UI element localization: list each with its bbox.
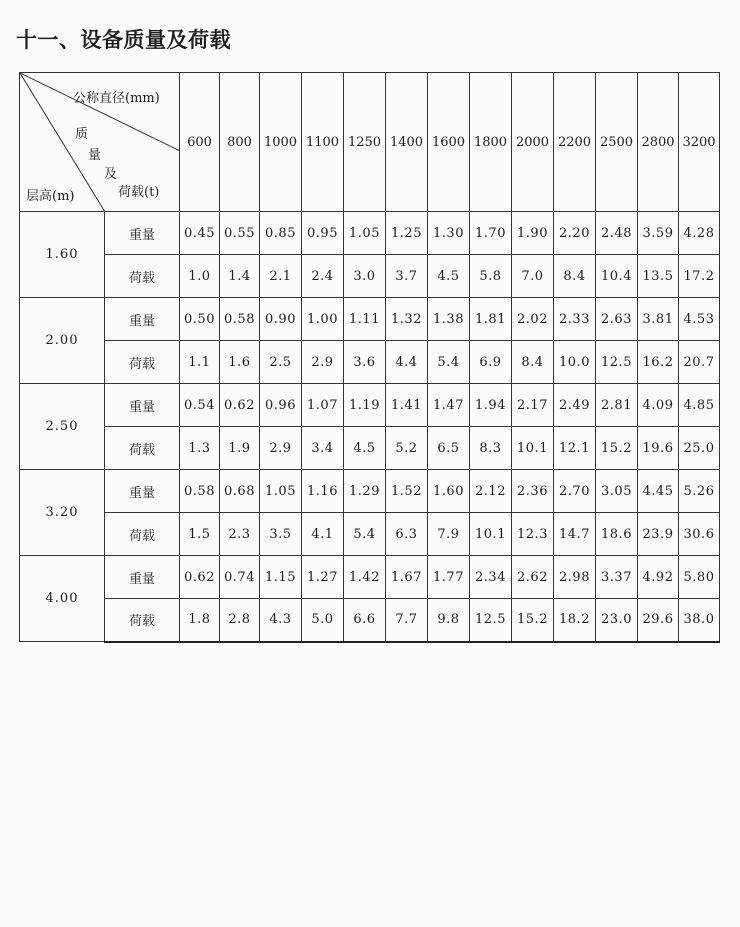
value-cell: 1.90: [512, 212, 554, 255]
value-cell: 1.00: [302, 298, 344, 341]
value-cell: 1.67: [386, 556, 428, 599]
value-cell: 1.4: [220, 255, 260, 298]
value-cell: 1.94: [470, 384, 512, 427]
value-cell: 2.98: [554, 556, 596, 599]
table-row: [20, 513, 720, 556]
value-cell: 17.2: [679, 255, 720, 298]
value-cell: 1.29: [344, 470, 386, 513]
value-cell: 4.92: [638, 556, 679, 599]
diameter-header-1600: 1600: [428, 73, 470, 212]
value-cell: 4.5: [428, 255, 470, 298]
table-row: [20, 427, 720, 470]
floor-height-cell: 1.60: [20, 212, 105, 298]
value-cell: 1.30: [428, 212, 470, 255]
value-cell: 10.4: [596, 255, 638, 298]
value-cell: 2.12: [470, 470, 512, 513]
value-cell: 2.36: [512, 470, 554, 513]
value-cell: 5.4: [428, 341, 470, 384]
value-cell: 2.3: [220, 513, 260, 556]
value-cell: 3.05: [596, 470, 638, 513]
and-header-char: 及: [104, 167, 118, 182]
value-cell: 0.62: [220, 384, 260, 427]
value-cell: 14.7: [554, 513, 596, 556]
value-cell: 2.9: [260, 427, 302, 470]
row-kind-cell: 重量: [105, 212, 180, 255]
value-cell: 7.9: [428, 513, 470, 556]
value-cell: 5.26: [679, 470, 720, 513]
value-cell: 0.68: [220, 470, 260, 513]
value-cell: 7.7: [386, 599, 428, 642]
value-cell: 10.0: [554, 341, 596, 384]
value-cell: 1.81: [470, 298, 512, 341]
row-kind-cell: 荷载: [105, 599, 180, 642]
value-cell: 2.17: [512, 384, 554, 427]
value-cell: 1.05: [260, 470, 302, 513]
row-kind-cell: 荷载: [105, 255, 180, 298]
value-cell: 1.41: [386, 384, 428, 427]
value-cell: 1.05: [344, 212, 386, 255]
value-cell: 10.1: [470, 513, 512, 556]
value-cell: 1.60: [428, 470, 470, 513]
value-cell: 13.5: [638, 255, 679, 298]
value-cell: 3.5: [260, 513, 302, 556]
value-cell: 38.0: [679, 599, 720, 642]
value-cell: 1.6: [220, 341, 260, 384]
value-cell: 1.27: [302, 556, 344, 599]
value-cell: 0.74: [220, 556, 260, 599]
diameter-header-1250: 1250: [344, 73, 386, 212]
value-cell: 4.28: [679, 212, 720, 255]
value-cell: 3.0: [344, 255, 386, 298]
value-cell: 1.77: [428, 556, 470, 599]
value-cell: 2.34: [470, 556, 512, 599]
value-cell: 4.1: [302, 513, 344, 556]
value-cell: 18.2: [554, 599, 596, 642]
value-cell: 1.15: [260, 556, 302, 599]
value-cell: 6.5: [428, 427, 470, 470]
table-row: [20, 556, 720, 599]
value-cell: 1.25: [386, 212, 428, 255]
value-cell: 3.6: [344, 341, 386, 384]
value-cell: 3.37: [596, 556, 638, 599]
value-cell: 1.47: [428, 384, 470, 427]
value-cell: 1.11: [344, 298, 386, 341]
value-cell: 4.53: [679, 298, 720, 341]
value-cell: 4.85: [679, 384, 720, 427]
value-cell: 2.70: [554, 470, 596, 513]
value-cell: 1.0: [180, 255, 220, 298]
floor-height-cell: 2.50: [20, 384, 105, 470]
value-cell: 0.58: [180, 470, 220, 513]
value-cell: 12.1: [554, 427, 596, 470]
diagonal-header-cell: [20, 73, 180, 212]
value-cell: 1.1: [180, 341, 220, 384]
value-cell: 23.9: [638, 513, 679, 556]
value-cell: 2.8: [220, 599, 260, 642]
value-cell: 6.9: [470, 341, 512, 384]
diameter-header-2200: 2200: [554, 73, 596, 212]
row-kind-cell: 重量: [105, 384, 180, 427]
value-cell: 15.2: [512, 599, 554, 642]
value-cell: 1.9: [220, 427, 260, 470]
value-cell: 29.6: [638, 599, 679, 642]
value-cell: 16.2: [638, 341, 679, 384]
value-cell: 1.32: [386, 298, 428, 341]
value-cell: 5.80: [679, 556, 720, 599]
diameter-header-2800: 2800: [638, 73, 679, 212]
value-cell: 4.3: [260, 599, 302, 642]
value-cell: 1.38: [428, 298, 470, 341]
value-cell: 2.20: [554, 212, 596, 255]
value-cell: 0.50: [180, 298, 220, 341]
value-cell: 1.8: [180, 599, 220, 642]
floor-height-cell: 4.00: [20, 556, 105, 642]
value-cell: 2.02: [512, 298, 554, 341]
value-cell: 2.62: [512, 556, 554, 599]
value-cell: 0.85: [260, 212, 302, 255]
value-cell: 19.6: [638, 427, 679, 470]
height-header-label: 层高(m): [26, 189, 75, 204]
value-cell: 1.16: [302, 470, 344, 513]
value-cell: 1.52: [386, 470, 428, 513]
value-cell: 1.07: [302, 384, 344, 427]
value-cell: 5.8: [470, 255, 512, 298]
value-cell: 4.45: [638, 470, 679, 513]
diameter-header-600: 600: [180, 73, 220, 212]
diameter-header-1000: 1000: [260, 73, 302, 212]
table-row: [20, 298, 720, 341]
diameter-header-3200: 3200: [679, 73, 720, 212]
value-cell: 1.42: [344, 556, 386, 599]
diameter-header-1800: 1800: [470, 73, 512, 212]
value-cell: 1.19: [344, 384, 386, 427]
table-row: [20, 212, 720, 255]
value-cell: 20.7: [679, 341, 720, 384]
value-cell: 18.6: [596, 513, 638, 556]
value-cell: 30.6: [679, 513, 720, 556]
floor-height-cell: 3.20: [20, 470, 105, 556]
value-cell: 5.0: [302, 599, 344, 642]
value-cell: 0.58: [220, 298, 260, 341]
value-cell: 8.4: [554, 255, 596, 298]
equipment-mass-load-table: [19, 72, 720, 643]
value-cell: 2.4: [302, 255, 344, 298]
table-row: [20, 255, 720, 298]
value-cell: 2.81: [596, 384, 638, 427]
quantity-header-char: 量: [88, 148, 102, 163]
value-cell: 2.33: [554, 298, 596, 341]
value-cell: 1.5: [180, 513, 220, 556]
floor-height-cell: 2.00: [20, 298, 105, 384]
value-cell: 0.90: [260, 298, 302, 341]
mass-header-char: 质: [75, 127, 89, 142]
value-cell: 1.3: [180, 427, 220, 470]
value-cell: 0.62: [180, 556, 220, 599]
diameter-header-2000: 2000: [512, 73, 554, 212]
value-cell: 23.0: [596, 599, 638, 642]
value-cell: 6.3: [386, 513, 428, 556]
page-title: 十一、设备质量及荷载: [16, 28, 231, 52]
value-cell: 2.48: [596, 212, 638, 255]
table-row: [20, 341, 720, 384]
value-cell: 4.4: [386, 341, 428, 384]
diameter-header-800: 800: [220, 73, 260, 212]
value-cell: 2.49: [554, 384, 596, 427]
value-cell: 3.81: [638, 298, 679, 341]
value-cell: 5.2: [386, 427, 428, 470]
value-cell: 4.5: [344, 427, 386, 470]
row-kind-cell: 荷载: [105, 513, 180, 556]
value-cell: 1.70: [470, 212, 512, 255]
row-kind-cell: 荷载: [105, 341, 180, 384]
value-cell: 0.55: [220, 212, 260, 255]
value-cell: 12.5: [596, 341, 638, 384]
row-kind-cell: 重量: [105, 556, 180, 599]
value-cell: 3.7: [386, 255, 428, 298]
value-cell: 2.9: [302, 341, 344, 384]
value-cell: 0.96: [260, 384, 302, 427]
value-cell: 15.2: [596, 427, 638, 470]
value-cell: 12.3: [512, 513, 554, 556]
diameter-header-1100: 1100: [302, 73, 344, 212]
diameter-header-label: 公称直径(mm): [73, 91, 160, 106]
value-cell: 0.95: [302, 212, 344, 255]
diameter-header-1400: 1400: [386, 73, 428, 212]
value-cell: 3.59: [638, 212, 679, 255]
row-kind-cell: 重量: [105, 470, 180, 513]
value-cell: 8.3: [470, 427, 512, 470]
value-cell: 3.4: [302, 427, 344, 470]
value-cell: 5.4: [344, 513, 386, 556]
value-cell: 10.1: [512, 427, 554, 470]
value-cell: 9.8: [428, 599, 470, 642]
value-cell: 8.4: [512, 341, 554, 384]
value-cell: 0.45: [180, 212, 220, 255]
value-cell: 0.54: [180, 384, 220, 427]
value-cell: 6.6: [344, 599, 386, 642]
value-cell: 12.5: [470, 599, 512, 642]
value-cell: 25.0: [679, 427, 720, 470]
header-row: [20, 73, 720, 212]
row-kind-cell: 重量: [105, 298, 180, 341]
value-cell: 2.1: [260, 255, 302, 298]
diameter-header-2500: 2500: [596, 73, 638, 212]
value-cell: 2.63: [596, 298, 638, 341]
row-kind-cell: 荷载: [105, 427, 180, 470]
load-header-label: 荷载(t): [118, 185, 160, 200]
table-row: [20, 599, 720, 642]
table-row: [20, 384, 720, 427]
value-cell: 7.0: [512, 255, 554, 298]
value-cell: 2.5: [260, 341, 302, 384]
table-row: [20, 470, 720, 513]
value-cell: 4.09: [638, 384, 679, 427]
